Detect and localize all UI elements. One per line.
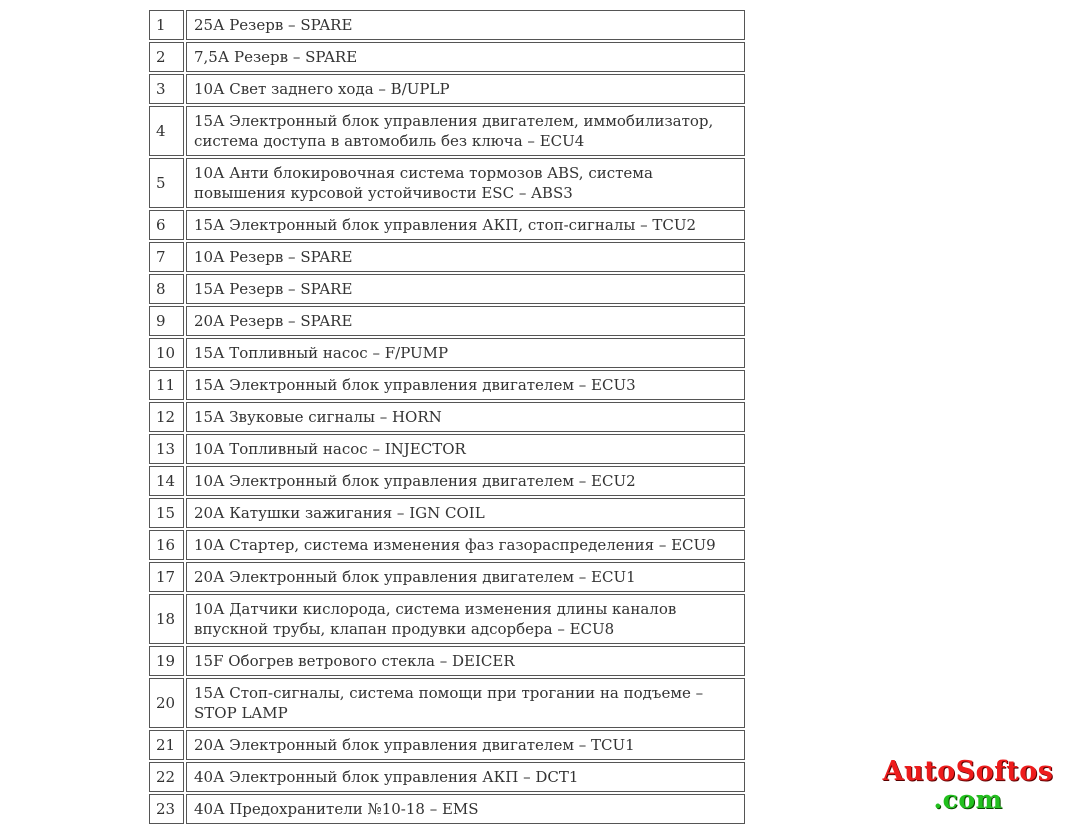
table-row: [149, 646, 745, 676]
fuse-description-cell: 15А Электронный блок управления двигателем – ECU3: [186, 370, 745, 400]
table-row: [149, 594, 745, 644]
fuse-description-cell: 25А Резерв – SPARE: [186, 10, 745, 40]
fuse-description-cell: 10А Датчики кислорода, система изменения длины каналов впускной трубы, клапан продувки адсорбера – ECU8: [186, 594, 745, 644]
fuse-number-cell: 23: [149, 794, 184, 824]
fuse-description-cell: 15А Электронный блок управления двигателем, иммобилизатор, система доступа в автомобиль без ключа – ECU4: [186, 106, 745, 156]
fuse-number-cell: 18: [149, 594, 184, 644]
table-row: [149, 498, 745, 528]
table-row: [149, 762, 745, 792]
fuse-description-cell: 7,5А Резерв – SPARE: [186, 42, 745, 72]
fuse-description-cell: 10А Топливный насос – INJECTOR: [186, 434, 745, 464]
watermark-logo: [868, 758, 1068, 814]
fuse-number-cell: 3: [149, 74, 184, 104]
fuse-description-cell: 20А Электронный блок управления двигателем – TCU1: [186, 730, 745, 760]
fuse-number-cell: 10: [149, 338, 184, 368]
fuse-number-cell: 14: [149, 466, 184, 496]
fuse-description-cell: 10А Свет заднего хода – B/UPLP: [186, 74, 745, 104]
fuse-number-cell: 2: [149, 42, 184, 72]
fuse-description-cell: 20А Электронный блок управления двигателем – ECU1: [186, 562, 745, 592]
table-row: [149, 74, 745, 104]
fuse-number-cell: 16: [149, 530, 184, 560]
fuse-number-cell: 20: [149, 678, 184, 728]
fuse-number-cell: 21: [149, 730, 184, 760]
table-row: [149, 530, 745, 560]
table-row: [149, 274, 745, 304]
watermark-name: AutoSoftos: [882, 756, 1054, 787]
fuse-number-cell: 22: [149, 762, 184, 792]
table-row: [149, 210, 745, 240]
fuse-number-cell: 9: [149, 306, 184, 336]
table-row: [149, 794, 745, 824]
fuse-description-cell: 10А Электронный блок управления двигателем – ECU2: [186, 466, 745, 496]
table-row: [149, 242, 745, 272]
watermark-domain: .com: [933, 785, 1003, 814]
fuse-number-cell: 8: [149, 274, 184, 304]
fuse-description-cell: 40А Электронный блок управления АКП – DCT1: [186, 762, 745, 792]
table-row: [149, 678, 745, 728]
fuse-number-cell: 11: [149, 370, 184, 400]
table-row: [149, 338, 745, 368]
table-row: [149, 42, 745, 72]
fuse-number-cell: 6: [149, 210, 184, 240]
table-row: [149, 10, 745, 40]
table-row: [149, 434, 745, 464]
fuse-description-cell: 10А Стартер, система изменения фаз газораспределения – ECU9: [186, 530, 745, 560]
fuse-description-cell: 15F Обогрев ветрового стекла – DEICER: [186, 646, 745, 676]
fuse-description-cell: 40А Предохранители №10-18 – EMS: [186, 794, 745, 824]
fuse-number-cell: 5: [149, 158, 184, 208]
fuse-description-cell: 20А Катушки зажигания – IGN COIL: [186, 498, 745, 528]
fuse-description-cell: 15А Звуковые сигналы – HORN: [186, 402, 745, 432]
fuse-description-cell: 20А Резерв – SPARE: [186, 306, 745, 336]
table-row: [149, 306, 745, 336]
table-row: [149, 466, 745, 496]
fuse-number-cell: 12: [149, 402, 184, 432]
fuse-number-cell: 19: [149, 646, 184, 676]
table-row: [149, 402, 745, 432]
table-row: [149, 562, 745, 592]
table-row: [149, 106, 745, 156]
fuse-number-cell: 15: [149, 498, 184, 528]
fuse-description-cell: 10А Резерв – SPARE: [186, 242, 745, 272]
fuse-description-cell: 15А Топливный насос – F/PUMP: [186, 338, 745, 368]
table-row: [149, 730, 745, 760]
table-row: [149, 158, 745, 208]
fuse-table-body: [149, 10, 745, 825]
fuse-number-cell: 7: [149, 242, 184, 272]
fuse-description-cell: 15А Электронный блок управления АКП, стоп-сигналы – TCU2: [186, 210, 745, 240]
table-row: [149, 370, 745, 400]
fuse-description-cell: 10А Анти блокировочная система тормозов ABS, система повышения курсовой устойчивости ESC – ABS3: [186, 158, 745, 208]
fuse-number-cell: 17: [149, 562, 184, 592]
fuse-number-cell: 13: [149, 434, 184, 464]
fuse-number-cell: 1: [149, 10, 184, 40]
fuse-number-cell: 4: [149, 106, 184, 156]
fuse-table: [147, 8, 747, 825]
fuse-description-cell: 15А Резерв – SPARE: [186, 274, 745, 304]
fuse-description-cell: 15А Стоп-сигналы, система помощи при трогании на подъеме – STOP LAMP: [186, 678, 745, 728]
